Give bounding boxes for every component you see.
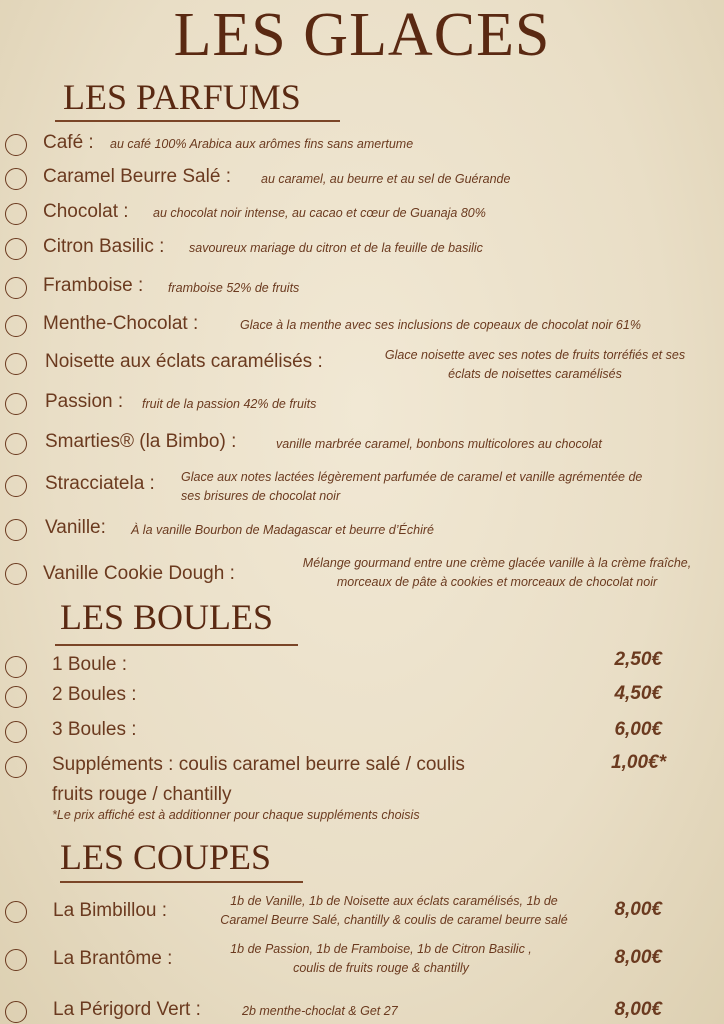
flavor-desc-line: Glace aux notes lactées légèrement parfumée de caramel et vanille agrémentée de	[181, 470, 643, 484]
checkbox-circle[interactable]	[5, 686, 27, 708]
price-note: *Le prix affiché est à additionner pour chaque suppléments choisis	[52, 808, 420, 822]
sundae-desc: 2b menthe-choclat & Get 27	[242, 1004, 398, 1018]
supplements-line: fruits rouge / chantilly	[52, 784, 232, 805]
flavor-desc	[274, 554, 720, 592]
checkbox-circle[interactable]	[5, 203, 27, 225]
page-title: LES GLACES	[173, 1, 551, 69]
flavor-name: Stracciatela :	[45, 473, 155, 494]
flavor-desc: vanille marbrée caramel, bonbons multicolores au chocolat	[276, 437, 602, 451]
checkbox-circle[interactable]	[5, 756, 27, 778]
flavor-name: Café :	[43, 132, 94, 153]
checkbox-circle[interactable]	[5, 277, 27, 299]
checkbox-circle[interactable]	[5, 353, 27, 375]
divider	[55, 120, 340, 122]
flavor-name: Passion :	[45, 391, 124, 412]
flavor-name: Framboise :	[43, 275, 144, 296]
flavor-name: Caramel Beurre Salé :	[43, 166, 231, 187]
flavor-name: Vanille Cookie Dough :	[43, 563, 235, 584]
flavor-desc-line: Glace noisette avec ses notes de fruits torréfiés et ses	[384, 348, 686, 362]
flavor-desc: au chocolat noir intense, au cacao et cœur de Guanaja 80%	[153, 206, 486, 220]
flavor-name: Noisette aux éclats caramélisés :	[45, 351, 323, 372]
sundae-name: La Bimbillou :	[53, 900, 168, 921]
size-name: 3 Boules :	[52, 719, 137, 740]
flavor-desc: au caramel, au beurre et au sel de Guérande	[261, 172, 511, 186]
divider	[60, 881, 303, 883]
section-heading-coupes: LES COUPES	[60, 837, 272, 877]
checkbox-circle[interactable]	[5, 563, 27, 585]
checkbox-circle[interactable]	[5, 393, 27, 415]
sundae-desc-line: 1b de Vanille, 1b de Noisette aux éclats caramélisés, 1b de	[230, 894, 558, 908]
checkbox-circle[interactable]	[5, 315, 27, 337]
sundae-desc	[196, 940, 566, 978]
size-name: 1 Boule :	[52, 654, 127, 675]
flavor-desc	[181, 468, 642, 506]
checkbox-circle[interactable]	[5, 134, 27, 156]
flavor-desc-line: éclats de noisettes caramélisés	[448, 367, 622, 381]
sundae-name: La Brantôme :	[53, 948, 173, 969]
price: 8,00€	[614, 899, 662, 920]
flavor-desc	[362, 346, 708, 384]
price: 2,50€	[614, 649, 662, 670]
checkbox-circle[interactable]	[5, 721, 27, 743]
checkbox-circle[interactable]	[5, 949, 27, 971]
flavor-name: Chocolat :	[43, 201, 129, 222]
flavor-desc-line: Mélange gourmand entre une crème glacée vanille à la crème fraîche,	[302, 556, 692, 570]
checkbox-circle[interactable]	[5, 519, 27, 541]
sundae-desc-line: coulis de fruits rouge & chantilly	[293, 961, 469, 975]
flavor-name: Citron Basilic :	[43, 236, 165, 257]
flavor-desc: savoureux mariage du citron et de la feuille de basilic	[189, 241, 483, 255]
sundae-desc-line: Caramel Beurre Salé, chantilly & coulis de caramel beurre salé	[220, 913, 568, 927]
price: 8,00€	[614, 999, 662, 1020]
supplements-line: Suppléments : coulis caramel beurre salé / coulis	[52, 754, 465, 775]
size-name: 2 Boules :	[52, 684, 137, 705]
checkbox-circle[interactable]	[5, 901, 27, 923]
flavor-desc: au café 100% Arabica aux arômes fins sans amertume	[110, 137, 414, 151]
sundae-name: La Périgord Vert :	[53, 999, 201, 1020]
flavor-desc: fruit de la passion 42% de fruits	[142, 397, 317, 411]
checkbox-circle[interactable]	[5, 238, 27, 260]
flavor-name: Smarties® (la Bimbo) :	[45, 431, 237, 452]
supplements-label	[52, 750, 465, 810]
price: 6,00€	[614, 719, 662, 740]
checkbox-circle[interactable]	[5, 168, 27, 190]
checkbox-circle[interactable]	[5, 1001, 27, 1023]
section-heading-boules: LES BOULES	[60, 597, 274, 637]
flavor-desc: À la vanille Bourbon de Madagascar et beurre d’Échiré	[131, 523, 434, 537]
flavor-name: Vanille:	[45, 517, 106, 538]
price: 8,00€	[614, 947, 662, 968]
flavor-desc-line: ses brisures de chocolat noir	[181, 489, 341, 503]
price: 1,00€*	[611, 752, 666, 773]
checkbox-circle[interactable]	[5, 656, 27, 678]
checkbox-circle[interactable]	[5, 475, 27, 497]
flavor-desc-line: morceaux de pâte à cookies et morceaux de chocolat noir	[336, 575, 658, 589]
flavor-desc: framboise 52% de fruits	[168, 281, 300, 295]
section-heading-parfums: LES PARFUMS	[63, 77, 301, 117]
divider	[55, 644, 298, 646]
flavor-name: Menthe-Chocolat :	[43, 313, 199, 334]
checkbox-circle[interactable]	[5, 433, 27, 455]
price: 4,50€	[614, 683, 662, 704]
sundae-desc	[196, 892, 592, 930]
sundae-desc-line: 1b de Passion, 1b de Framboise, 1b de Citron Basilic ,	[230, 942, 532, 956]
flavor-desc: Glace à la menthe avec ses inclusions de copeaux de chocolat noir 61%	[240, 318, 641, 332]
